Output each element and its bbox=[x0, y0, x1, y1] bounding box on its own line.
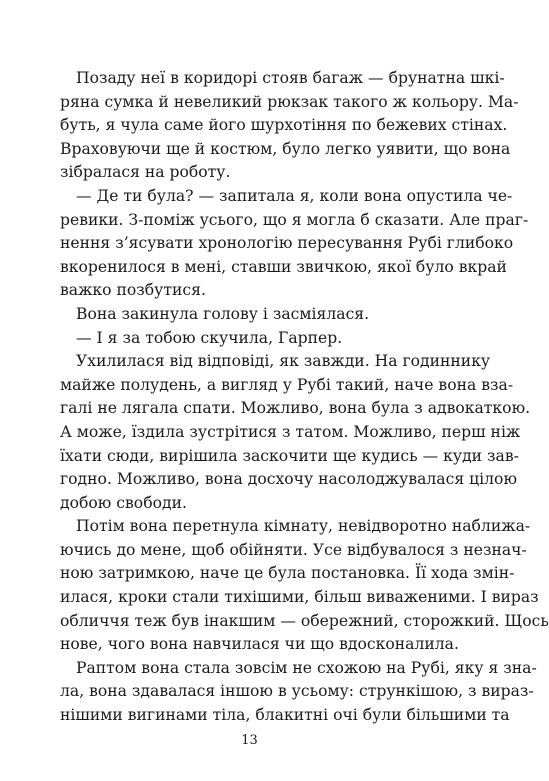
body-text bbox=[60, 67, 549, 728]
text-line: илася, кроки стали тихішими, більш виваженими. І вираз bbox=[60, 588, 539, 607]
text-line: важко позбутися. bbox=[60, 281, 206, 300]
page-number: 13 bbox=[241, 733, 258, 748]
text-line: Позаду неї в коридорі стояв багаж — брунатна шкі- bbox=[76, 69, 505, 87]
text-line: — Де ти була? — запитала я, коли вона опустила че- bbox=[76, 186, 513, 205]
text-line: Раптом вона стала зовсім не схожою на Рубі, яку я зна- bbox=[76, 658, 537, 677]
text-line: — І я за тобою скучила, Гарпер. bbox=[76, 328, 343, 347]
text-line: Потім вона перетнула кімнату, невідворотно наближа- bbox=[76, 517, 531, 536]
text-line: ною затримкою, наче це була постановка. Її хода змін- bbox=[60, 564, 515, 583]
text-line: ючись до мене, щоб обійняти. Усе відбувалося з незнач- bbox=[60, 540, 527, 559]
text-line: Враховуючи ще й костюм, було легко уявити, що вона bbox=[60, 139, 511, 158]
text-line: Ухилилася від відповіді, як завжди. На годиннику bbox=[76, 352, 491, 371]
text-line: ревики. З-поміж усього, що я могла б сказати. Але праг- bbox=[60, 210, 529, 229]
text-line: обличчя теж був інакшим — обережний, сторожкий. Щось bbox=[60, 611, 549, 630]
text-line: вкоренилося в мені, ставши звичкою, якої було вкрай bbox=[60, 257, 507, 276]
text-line: годно. Можливо, вона досхочу насолоджувалася цілою bbox=[60, 470, 518, 489]
text-line: галі не лягала спати. Можливо, вона була з адвокаткою. bbox=[60, 399, 531, 418]
text-line: ряна сумка й невеликий рюкзак такого ж кольору. Ма- bbox=[60, 92, 519, 111]
text-line: нове, чого вона навчилася чи що вдосконалила. bbox=[60, 635, 459, 654]
text-line: зібралася на роботу. bbox=[60, 163, 231, 182]
text-line: нішими вигинами тіла, блакитні очі були більшими та bbox=[60, 706, 510, 725]
text-line: буть, я чула саме його шурхотіння по бежевих стінах. bbox=[60, 116, 508, 135]
text-line: А може, їздила зустрітися з татом. Можливо, перш ніж bbox=[60, 422, 521, 441]
text-line: Вона закинула голову і засміялася. bbox=[76, 304, 370, 323]
text-line: нення з’ясувати хронологію пересування Рубі глибоко bbox=[60, 234, 514, 253]
text-line: їхати сюди, вирішила заскочити ще кудись — куди зав- bbox=[60, 446, 519, 465]
text-line: ла, вона здавалася іншою в усьому: стрункішою, з вираз- bbox=[60, 682, 534, 701]
text-line: добою свободи. bbox=[60, 493, 187, 512]
text-line: майже полудень, а вигляд у Рубі такий, наче вона взa- bbox=[60, 375, 514, 394]
